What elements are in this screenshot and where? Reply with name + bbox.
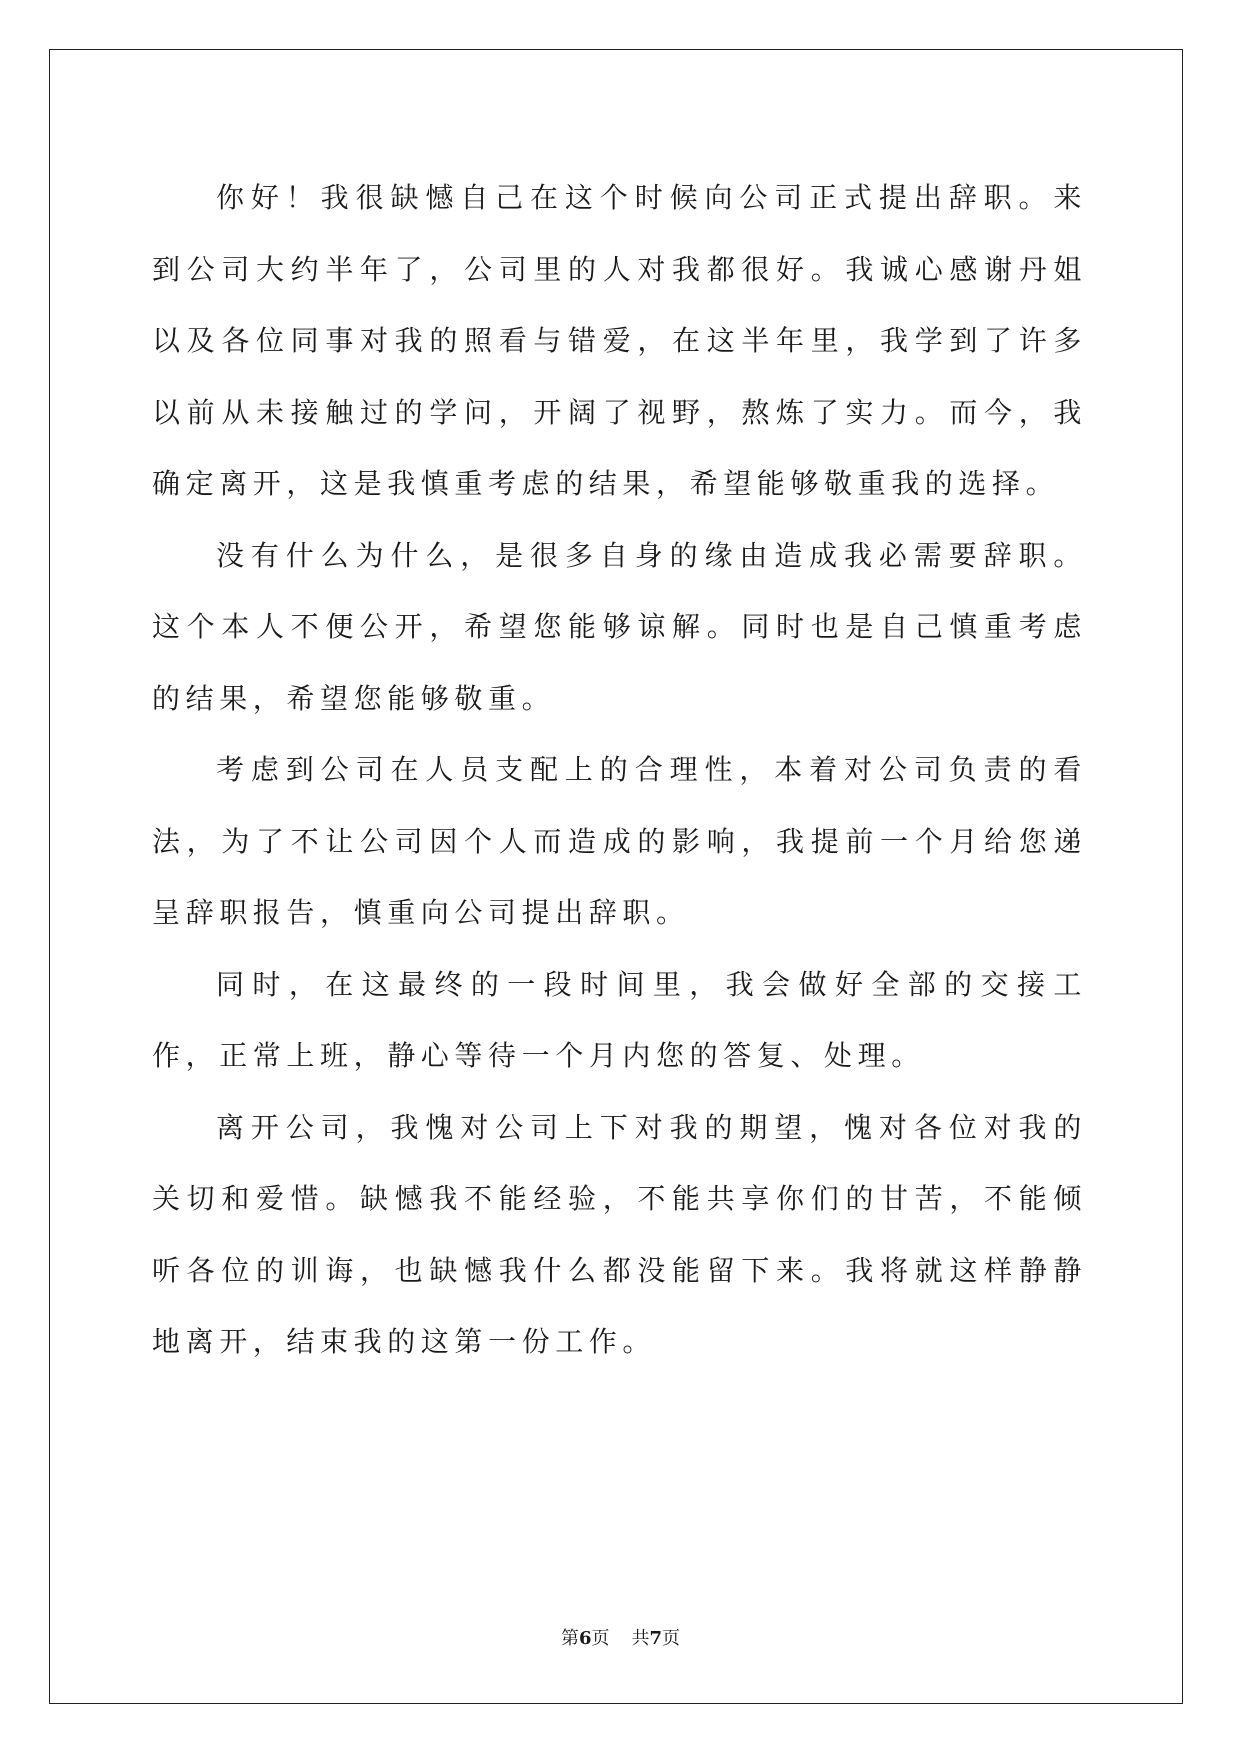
footer-total-prefix: 共 — [631, 1628, 650, 1649]
total-pages-number: 7 — [649, 1628, 663, 1649]
paragraph-1: 你好！我很缺憾自己在这个时候向公司正式提出辞职。来到公司大约半年了，公司里的人对我都很好。我诚心感谢丹姐以及各位同事对我的照看与错爱，在这半年里，我学到了许多以前从未接触过的学问，开阔了视野，熬炼了实力。而今，我确定离开，这是我慎重考虑的结果，希望能够敬重我的选择。 — [152, 181, 1087, 500]
document-body — [152, 162, 1087, 1378]
page-footer — [0, 1624, 1241, 1650]
footer-total-suffix: 页 — [662, 1628, 681, 1649]
paragraph-2: 没有什么为什么，是很多自身的缘由造成我必需要辞职。这个本人不便公开，希望您能够谅解。同时也是自己慎重考虑的结果，希望您能够敬重。 — [152, 538, 1087, 715]
paragraph-3: 考虑到公司在人员支配上的合理性，本着对公司负责的看法，为了不让公司因个人而造成的影响，我提前一个月给您递呈辞职报告，慎重向公司提出辞职。 — [152, 753, 1087, 929]
footer-prefix: 第 — [560, 1628, 579, 1649]
current-page-number: 6 — [578, 1628, 592, 1649]
paragraph-5: 离开公司，我愧对公司上下对我的期望，愧对各位对我的关切和爱惜。缺憾我不能经验，不能共享你们的甘苦，不能倾听各位的训诲，也缺憾我什么都没能留下来。我将就这样静静地离开，结束我的这第一份工作。 — [152, 1110, 1087, 1358]
footer-page-word: 页 — [591, 1628, 610, 1649]
paragraph-4: 同时，在这最终的一段时间里，我会做好全部的交接工作，正常上班，静心等待一个月内您的答复、处理。 — [152, 967, 1087, 1072]
